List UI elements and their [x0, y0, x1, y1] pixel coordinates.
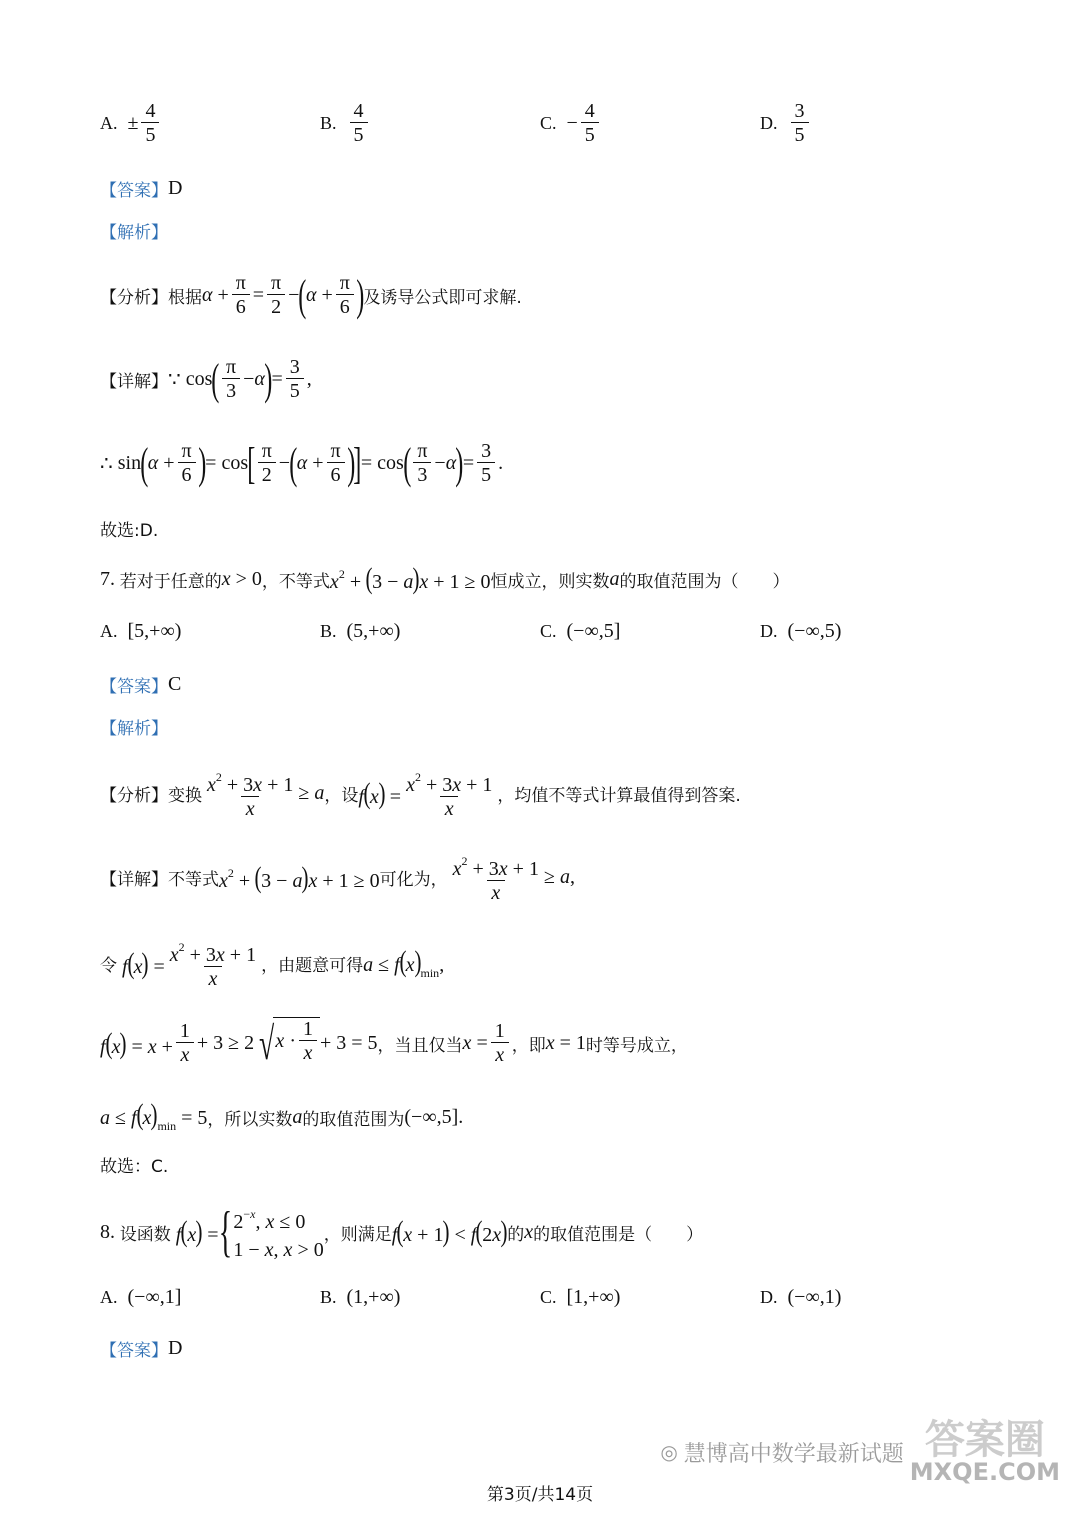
- q7-amgm: f(x) = x + $\frac{1}{x}$ + 3 ≥ 2 √ x · $\frac{1}{x}$ + 3 = 5 ，当且仅当 x = $\frac{1}{x}$ ，即 x = 1 时等号成立，: [100, 1017, 688, 1069]
- q6-answer: 【答案】 D: [100, 177, 183, 201]
- q6-option-a: A. ± $\frac{4}{5}$: [100, 100, 162, 147]
- q7-option-b: B. (5,+∞): [320, 620, 401, 642]
- q7-conclusion: $a \le f(x)_{min} = 5$ ，所以实数 a 的取值范围为 (−∞,5] .: [100, 1098, 464, 1133]
- q7-analysis-heading: 【解析】: [100, 719, 168, 739]
- page-footer: 第3页/共14页: [486, 1485, 594, 1505]
- q8-option-b: B. (1,+∞): [320, 1286, 401, 1308]
- q7-option-a: A. [5,+∞): [100, 620, 182, 642]
- q7-fenxi: 【分析】 变换 $\frac{x^2 + 3x + 1}{x}$ ≥ a ，设 f(x) = $\frac{x^2 + 3x + 1}{x}$ ，均值不等式计算最值得到答案.: [100, 770, 741, 820]
- wechat-icon: ◎: [660, 1440, 678, 1464]
- q6-xiangjie: 【详解】 ∵ cos ( $\frac{\pi}{3}$ −α ) = $\frac{3}{5}$ ,: [100, 354, 312, 404]
- q6-select: 故选:D.: [100, 521, 159, 541]
- q6-option-d: D. $\frac{3}{5}$: [760, 100, 812, 147]
- q7-option-c: C. (−∞,5]: [540, 620, 621, 642]
- q8-option-d: D. (−∞,1): [760, 1286, 842, 1308]
- watermark-logo: 答案圈: [924, 1417, 1045, 1463]
- q8-answer: 【答案】 D: [100, 1337, 183, 1361]
- q8-stem: 8. 设函数 f(x) = { $2^{-x}$, x ≤ 0 1 − x, x > 0 ，则满足 f(x + 1) < f(2x) 的 x 的取值范围是（ ）: [100, 1201, 704, 1263]
- q6-option-c: C. − $\frac{4}{5}$: [540, 100, 602, 147]
- q6-analysis-heading: 【解析】: [100, 223, 168, 243]
- q7-select: 故选：C.: [100, 1157, 169, 1177]
- q6-fenxi: 【分析】 根据 α + $\frac{\pi}{6}$ = $\frac{\pi}{2}$ − ( α + $\frac{\pi}{6}$ ) 及诱导公式即可求解.: [100, 270, 522, 320]
- q7-answer: 【答案】 C: [100, 673, 182, 697]
- q7-option-d: D. (−∞,5): [760, 620, 842, 642]
- q8-option-a: A. (−∞,1]: [100, 1286, 182, 1308]
- q7-xiangjie: 【详解】 不等式 $x^2 + (3 - a)x + 1 \ge 0$ 可化为， $\frac{x^2 + 3x + 1}{x}$ ≥ a,: [100, 854, 575, 904]
- watermark: ◎ 慧博高中数学最新试题 答案圈 MXQE.COM: [660, 1417, 1060, 1486]
- q6-option-b: B. $\frac{4}{5}$: [320, 100, 371, 147]
- q8-option-c: C. [1,+∞): [540, 1286, 621, 1308]
- q7-stem: 7. 若对于任意的 x > 0 ，不等式 $x^2 + (3 - a)x + 1 \ge 0$ 恒成立，则实数 a 的取值范围为（ ）: [100, 562, 790, 595]
- q6-derivation: ∴ sin ( α + $\frac{\pi}{6}$ ) = cos [ $\frac{\pi}{2}$ − ( α + $\frac{\pi}{6}$ ) ] = cos ( $\frac{\pi}{3}$ −α ) = $\frac{3}{5}$ .: [100, 438, 504, 488]
- q7-ling: 令 f(x) = $\frac{x^2 + 3x + 1}{x}$ ，由题意可得 $a \le f(x)_{min}$,: [100, 940, 445, 990]
